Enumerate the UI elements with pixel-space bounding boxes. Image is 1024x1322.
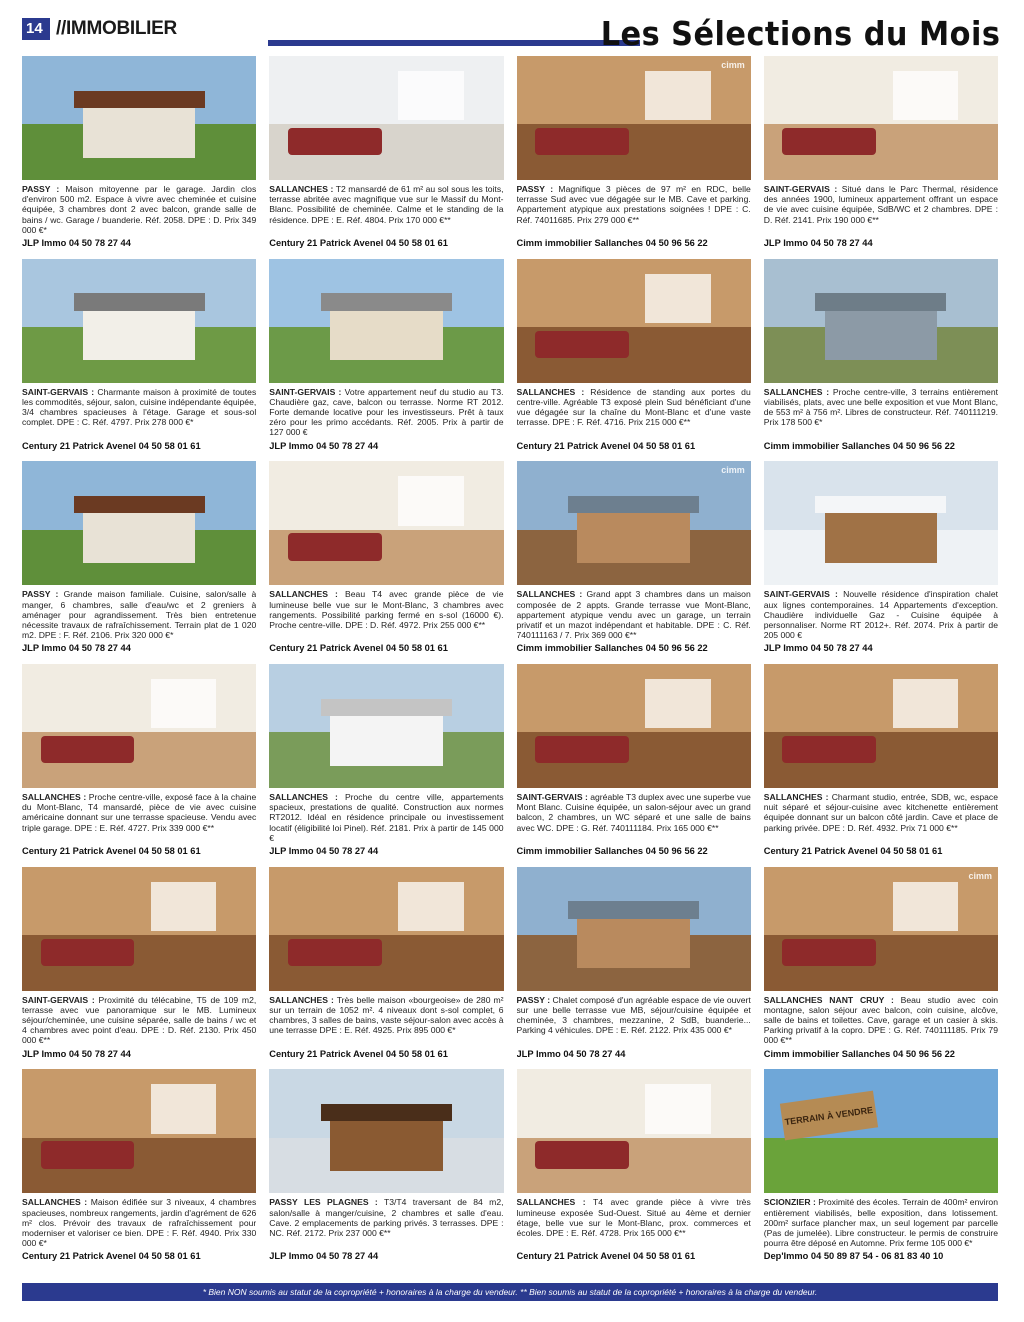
- window-shape: [645, 274, 711, 324]
- listing-description: [517, 995, 751, 1047]
- listing-photo: [22, 259, 256, 383]
- listing-photo: [269, 664, 503, 788]
- listing-description: [517, 792, 751, 844]
- listing-agency: Century 21 Patrick Avenel 04 50 58 01 61: [763, 846, 943, 856]
- listing-card: [764, 461, 998, 664]
- listing-text: Grand appt 3 chambres dans un maison composée de 2 appts. Grande terrasse vue Mont-Blanc, appartement atypique vendu avec un garage, un terrain privatif et un mazot indépendant et habitable. DPE : C. Réf. 740111163 / 7. Prix 369 000 €**: [516, 589, 751, 641]
- listing-photo: [22, 461, 256, 585]
- listing-description: [22, 589, 256, 641]
- building-shape: [577, 919, 689, 969]
- roof-shape: [815, 293, 946, 310]
- listing-description: [517, 184, 751, 236]
- window-shape: [151, 882, 217, 932]
- listing-photo: [764, 56, 998, 180]
- building-shape: [825, 513, 937, 563]
- listing-text: Magnifique 3 pièces de 97 m² en RDC, belle terrasse Sud avec vue dégagée sur le MB. Cave et parking. Appartement atypique aux prestations soignées ! DPE : C. Réf. 74011685. Prix 279 000 €**: [516, 184, 751, 225]
- listing-card: [764, 259, 998, 462]
- listing-town: SALLANCHES :: [516, 1197, 586, 1208]
- listing-description: [22, 792, 256, 844]
- window-shape: [893, 882, 959, 932]
- listing-agency: JLP Immo 04 50 78 27 44: [269, 440, 379, 451]
- listing-description: [22, 184, 256, 236]
- listing-photo: [517, 56, 751, 180]
- listing-town: PASSY LES PLAGNES :: [269, 1197, 378, 1208]
- watermark: cimm: [721, 60, 745, 70]
- listing-card: [764, 867, 998, 1070]
- window-shape: [645, 679, 711, 729]
- listing-town: SALLANCHES NANT CRUY :: [763, 994, 894, 1005]
- roof-shape: [321, 1104, 452, 1121]
- roof-shape: [815, 496, 946, 513]
- listing-town: SALLANCHES :: [22, 792, 87, 802]
- listing-description: [764, 792, 998, 844]
- furniture-shape: [288, 533, 382, 560]
- listing-agency: Cimm immobilier Sallanches 04 50 96 56 22: [763, 1048, 955, 1059]
- listing-agency: Cimm immobilier Sallanches 04 50 96 56 22: [763, 440, 955, 451]
- listing-photo: [764, 461, 998, 585]
- listing-card: [517, 461, 751, 664]
- listing-description: [269, 184, 503, 236]
- window-shape: [893, 679, 959, 729]
- roof-shape: [74, 91, 205, 108]
- listing-text: T2 mansardé de 61 m² au sol sous les toits, terrasse abritée avec magnifique vue sur le Massif du Mont-Blanc. Possibilité de cheminée. Calme et le standing de la résidence. DPE : E. Réf. 4804. Prix 170 000 €**: [269, 184, 504, 225]
- listing-town: SALLANCHES :: [763, 792, 829, 802]
- listing-photo: [269, 259, 503, 383]
- listing-agency: JLP Immo 04 50 78 27 44: [516, 1048, 626, 1059]
- listing-description: [517, 589, 751, 641]
- furniture-shape: [41, 736, 135, 763]
- listing-text: Proche du centre ville, appartements spacieux, prestations de qualité. Construction aux normes RT2012. Idéal en résidence principale ou investissement locatif (éligibilité loi Pinel). Réf. 2181. Prix à partir de 145 000 €: [269, 792, 504, 843]
- listing-text: Résidence de standing aux portes du centre-ville. Agréable T3 exposé plein Sud bénéficiant d'une vue dégagée sur la chaîne du Mont-Blanc et d'une vaste terrasse. DPE : F. Réf. 4716. Prix 215 000 €**: [516, 386, 751, 428]
- building-shape: [577, 513, 689, 563]
- listing-town: SAINT-GERVAIS :: [763, 589, 838, 600]
- listing-text: Beau studio avec coin montagne, salon séjour avec balcon, coin cuisine, alcôve, salle de bains et toilettes. Cave, garage et un casier à skis. Parking privatif à la copro. DPE : G. Réf. 740111185. Prix 79 000 €**: [763, 994, 998, 1046]
- listing-card: [764, 664, 998, 867]
- listing-agency: Century 21 Patrick Avenel 04 50 58 01 61: [516, 1251, 696, 1262]
- listing-photo: [517, 461, 751, 585]
- listing-agency: Century 21 Patrick Avenel 04 50 58 01 61: [22, 846, 201, 856]
- listing-photo: [764, 867, 998, 991]
- listing-text: Situé dans le Parc Thermal, résidence des années 1900, lumineux appartement offrant un espace de vie avec cuisine équipée, SdB/WC et 2 chambres. DPE : D. Réf. 2141. Prix 190 000 €**: [763, 184, 998, 225]
- listing-town: PASSY :: [516, 994, 551, 1005]
- listing-agency: JLP Immo 04 50 78 27 44: [22, 1048, 131, 1059]
- listing-town: SALLANCHES :: [269, 792, 338, 802]
- listing-description: [22, 1197, 256, 1249]
- window-shape: [398, 476, 464, 526]
- watermark: cimm: [968, 870, 992, 881]
- listing-agency: Century 21 Patrick Avenel 04 50 58 01 61: [269, 238, 448, 248]
- listing-photo: [269, 1069, 503, 1193]
- building-shape: [83, 513, 195, 563]
- listing-agency: JLP Immo 04 50 78 27 44: [763, 238, 873, 248]
- listing-photo: [517, 1069, 751, 1193]
- listing-description: [269, 995, 503, 1047]
- photo-background: [764, 56, 998, 124]
- listing-card: [517, 259, 751, 462]
- listing-card: [22, 259, 256, 462]
- listing-photo: [517, 664, 751, 788]
- furniture-shape: [288, 128, 382, 155]
- roof-shape: [568, 496, 699, 513]
- listing-text: Proche centre-ville, exposé face à la chaine du Mont-Blanc, T4 mansardé, pièce de vie avec cuisine américaine donnant sur une terrasse spacieuse. Vendu avec triple garage. DPE : E. Réf. 4727. Prix 339 000 €**: [22, 792, 257, 833]
- listing-description: [764, 1197, 998, 1249]
- roof-shape: [321, 699, 452, 716]
- listing-town: SCIONZIER :: [763, 1197, 816, 1208]
- photo-background: [269, 461, 503, 529]
- photo-background: [22, 867, 256, 935]
- photo-background: [22, 1069, 256, 1137]
- listing-card: [764, 1069, 998, 1272]
- listing-card: [269, 56, 503, 259]
- listing-text: Charmante maison à proximité de toutes les commodités, séjour, salon, cuisine indépendante équipée, 3/4 chambres spacieuses à l'étage. Garage et sous-sol complet. DPE : C. Réf. 4797. Prix 278 000 €*: [22, 386, 257, 428]
- listing-card: [517, 56, 751, 259]
- listing-card: [764, 56, 998, 259]
- window-shape: [893, 71, 959, 121]
- listing-town: SALLANCHES :: [269, 589, 338, 600]
- listing-town: PASSY :: [22, 184, 60, 194]
- listing-agency: Century 21 Patrick Avenel 04 50 58 01 61: [269, 1048, 448, 1059]
- furniture-shape: [535, 736, 629, 763]
- listing-card: [22, 56, 256, 259]
- building-shape: [83, 311, 195, 361]
- listing-text: Très belle maison «bourgeoise» de 280 m² sur un terrain de 1052 m². 4 niveaux dont s-sol complet, 6 chambres, 3 salles de bains, vaste séjour-salon avec accès à une terrasse DPE : E. Réf. 4925. Prix 895 000 €*: [269, 994, 504, 1036]
- photo-background: [764, 867, 998, 935]
- listing-agency: Century 21 Patrick Avenel 04 50 58 01 61: [22, 1251, 201, 1262]
- photo-background: [269, 867, 503, 935]
- listing-agency: JLP Immo 04 50 78 27 44: [22, 238, 131, 248]
- listing-town: SALLANCHES :: [22, 1197, 88, 1208]
- listing-card: [269, 259, 503, 462]
- roof-shape: [568, 901, 699, 918]
- listing-text: Beau T4 avec grande pièce de vie lumineuse belle vue sur le Mont-Blanc, 3 chambres avec rangements. Possibilité parking fermé en s-sol (16000 €). Proche centre-ville. DPE : D. Réf. 4972. Prix 255 000 €**: [269, 589, 504, 630]
- photo-background: [517, 1069, 751, 1137]
- listing-photo: [764, 664, 998, 788]
- furniture-shape: [535, 331, 629, 358]
- listing-text: Charmant studio, entrée, SDB, wc, espace nuit séparé et séjour-cuisine avec kitchenette entièrement équipée donnant sur un balcon côté jardin. Cave et place de parking privée. DPE : D. Réf. 4932. Prix 71 000 €**: [763, 792, 998, 833]
- roof-shape: [74, 293, 205, 310]
- furniture-shape: [782, 939, 876, 966]
- listing-description: [517, 387, 751, 439]
- footer-note: * Bien NON soumis au statut de la copropriété + honoraires à la charge du vendeur. ** Bien soumis au statut de la copropriété + honoraires à la charge du vendeur.: [22, 1283, 998, 1301]
- listing-text: Chalet composé d'un agréable espace de vie ouvert sur une belle terrasse vue MB, séjour/cuisine équipée et cheminée, 3 chambres, mezzanine, 2 SdB, buanderie... Parking 4 véhicules. DPE : E. Réf. 2122. Prix 435 000 €*: [516, 994, 751, 1036]
- listing-description: [764, 387, 998, 439]
- listing-town: SALLANCHES :: [516, 386, 585, 397]
- listing-description: [22, 387, 256, 439]
- listing-photo: [22, 56, 256, 180]
- listing-text: T3/T4 traversant de 84 m2, salon/salle à manger/cuisine, 2 chambres et salle d'eau. Cave. 2 emplacements de parking privés. 3 terrasses. DPE : NC. Réf. 2172. Prix 237 000 €**: [269, 1197, 504, 1238]
- window-shape: [151, 1084, 217, 1134]
- listing-text: Proximité du télécabine, T5 de 109 m2, terrasse avec vue panoramique sur le MB. Lumineux séjour/cheminée, une cuisine séparée, salle de bains / wc et 4 chambres avec point d'eau. DPE : D. Réf. 2130. Prix 450 000 €**: [22, 994, 257, 1046]
- listing-photo: [269, 867, 503, 991]
- roof-shape: [74, 496, 205, 513]
- listing-card: [22, 664, 256, 867]
- building-shape: [330, 1121, 442, 1171]
- listing-town: SAINT-GERVAIS :: [22, 994, 95, 1005]
- roof-shape: [321, 293, 452, 310]
- building-shape: [330, 311, 442, 361]
- listing-description: [764, 589, 998, 641]
- page-number: 14: [22, 18, 50, 40]
- listing-agency: Cimm immobilier Sallanches 04 50 96 56 22: [516, 846, 708, 856]
- listing-town: SAINT-GERVAIS :: [22, 386, 95, 397]
- listing-text: Votre appartement neuf du studio au T3. Chaudière gaz, cave, balcon ou terrasse. Norme RT 2012. Forte demande locative pour les investisseurs. Prêt à taux zéro pour les primo accédants. Réf. 2005. Prix à partir de 127 000 €: [269, 386, 504, 438]
- listing-town: SAINT-GERVAIS :: [516, 792, 588, 802]
- listing-town: SALLANCHES :: [269, 994, 334, 1005]
- listing-town: SALLANCHES :: [516, 589, 583, 600]
- listing-card: [269, 867, 503, 1070]
- window-shape: [645, 71, 711, 121]
- listing-card: [22, 461, 256, 664]
- section-label: //IMMOBILIER: [56, 18, 177, 39]
- listing-text: Proximité des écoles. Terrain de 400m² environ entièrement viabilisés, belle exposition, dans lotissement. 200m² surface plancher max, un seul logement par parcelle (Pas de jumelée). Libre constructeur. le permis de construire pourra être déposé en Automne. Prix ferme 105 000 €*: [763, 1197, 998, 1249]
- listing-description: [517, 1197, 751, 1249]
- listing-town: PASSY :: [516, 184, 554, 194]
- listing-description: [269, 387, 503, 439]
- listing-description: [269, 792, 503, 844]
- furniture-shape: [41, 939, 135, 966]
- listing-photo: [269, 461, 503, 585]
- listing-photo: [269, 56, 503, 180]
- header-rule: [268, 40, 640, 46]
- window-shape: [398, 882, 464, 932]
- photo-background: [517, 56, 751, 124]
- window-shape: [398, 71, 464, 121]
- listing-agency: Century 21 Patrick Avenel 04 50 58 01 61: [269, 643, 448, 654]
- furniture-shape: [782, 128, 876, 155]
- listings-grid: [22, 56, 998, 1272]
- listing-agency: Cimm immobilier Sallanches 04 50 96 56 22: [516, 238, 708, 248]
- listing-town: SAINT-GERVAIS :: [763, 184, 838, 194]
- listing-text: Maison édifiée sur 3 niveaux, 4 chambres spacieuses, nombreux rangements, jardin d'agrément de 626 m² clos. Prévoir des travaux de rafraîchissement pour moderniser et valoriser ce bien. DPE : F. Réf. 4940. Prix 330 000 €*: [22, 1197, 257, 1249]
- listing-agency: Dep'Immo 04 50 89 87 54 - 06 81 83 40 10: [763, 1251, 944, 1262]
- listing-photo: [764, 259, 998, 383]
- listing-agency: JLP Immo 04 50 78 27 44: [763, 643, 873, 654]
- photo-background: [517, 664, 751, 732]
- furniture-shape: [782, 736, 876, 763]
- furniture-shape: [288, 939, 382, 966]
- listing-text: Grande maison familiale. Cuisine, salon/salle à manger, 6 chambres, salle d'eau/wc et 2 greniers à aménager pour agrandissement. Très bien entretenue nécessite travaux de rafraîchissement. Terrain plat de 1 020 m2. DPE : F. Réf. 2106. Prix 320 000 €*: [22, 589, 257, 641]
- listing-agency: Century 21 Patrick Avenel 04 50 58 01 61: [516, 440, 696, 451]
- listing-card: [22, 1069, 256, 1272]
- listing-agency: Cimm immobilier Sallanches 04 50 96 56 22: [516, 643, 708, 654]
- listing-agency: JLP Immo 04 50 78 27 44: [22, 643, 131, 654]
- watermark: cimm: [721, 465, 745, 476]
- listing-town: PASSY :: [22, 589, 59, 600]
- listing-card: [269, 1069, 503, 1272]
- photo-background: [764, 664, 998, 732]
- listing-card: [269, 461, 503, 664]
- listing-text: T4 avec grande pièce à vivre très lumineuse exposée Sud-Ouest. Situé au 4ème et dernier étage, belle vue sur le Mont-Blanc, prox. commerces et écoles. DPE : E. Réf. 4728. Prix 165 000 €**: [516, 1197, 751, 1238]
- listing-description: [22, 995, 256, 1047]
- listing-card: [517, 867, 751, 1070]
- furniture-shape: [41, 1141, 135, 1168]
- photo-background: [269, 56, 503, 124]
- furniture-shape: [535, 128, 629, 155]
- listing-text: agréable T3 duplex avec une superbe vue Mont Blanc. Cuisine équipée, un salon-séjour avec un grand balcon, 2 chambres, un WC séparé et une salle de bains avec WC. DPE : G. Réf. 740111184. Prix 165 000 €**: [516, 792, 751, 833]
- listing-town: SALLANCHES :: [269, 184, 334, 194]
- building-shape: [825, 311, 937, 361]
- listing-card: [517, 1069, 751, 1272]
- listing-photo: [764, 1069, 998, 1193]
- listing-text: Proche centre-ville, 3 terrains entièrement viabilisés, plats, avec une belle exposition et vue Mont Blanc, de 553 m² à 756 m². Libres de constructeur. Réf. 740111219. Prix 178 500 €*: [763, 386, 998, 428]
- photo-background: [517, 259, 751, 327]
- listing-photo: [22, 664, 256, 788]
- building-shape: [330, 716, 442, 766]
- listing-agency: Century 21 Patrick Avenel 04 50 58 01 61: [22, 440, 201, 451]
- listing-agency: JLP Immo 04 50 78 27 44: [269, 1251, 379, 1262]
- building-shape: [83, 108, 195, 158]
- listing-text: Nouvelle résidence d'inspiration chalet aux lignes contemporaines. 14 Appartements d'exception. Chaudière individuelle Gaz - Cuisine équipée à personnaliser. Norme RT 2012+. Réf. 2074. Prix à partir de 205 000 €: [763, 589, 998, 641]
- listing-card: [517, 664, 751, 867]
- listing-agency: JLP Immo 04 50 78 27 44: [269, 846, 379, 856]
- listing-photo: [517, 259, 751, 383]
- photo-background: [22, 664, 256, 732]
- listing-photo: [517, 867, 751, 991]
- listing-photo: [22, 867, 256, 991]
- listing-card: [22, 867, 256, 1070]
- window-shape: [645, 1084, 711, 1134]
- listing-description: [764, 184, 998, 236]
- listing-description: [269, 1197, 503, 1249]
- window-shape: [151, 679, 217, 729]
- listing-town: SALLANCHES :: [763, 386, 830, 397]
- listing-photo: [22, 1069, 256, 1193]
- listing-card: [269, 664, 503, 867]
- page-title: Les Sélections du Mois: [600, 14, 1000, 53]
- furniture-shape: [535, 1141, 629, 1168]
- listing-text: Maison mitoyenne par le garage. Jardin clos d'environ 500 m2. Espace à vivre avec cheminée et cuisine équipée, 3 chambres dont 2 avec balcon, grande salle de bains / wc. Garage / buanderie. Réf. 2058. DPE : D. Prix 349 000 €*: [22, 184, 257, 235]
- photo-foreground: [764, 1138, 998, 1194]
- listing-town: SAINT-GERVAIS :: [269, 386, 342, 397]
- listing-description: [269, 589, 503, 641]
- for-sale-sign: TERRAIN À VENDRE: [780, 1090, 878, 1140]
- listing-description: [764, 995, 998, 1047]
